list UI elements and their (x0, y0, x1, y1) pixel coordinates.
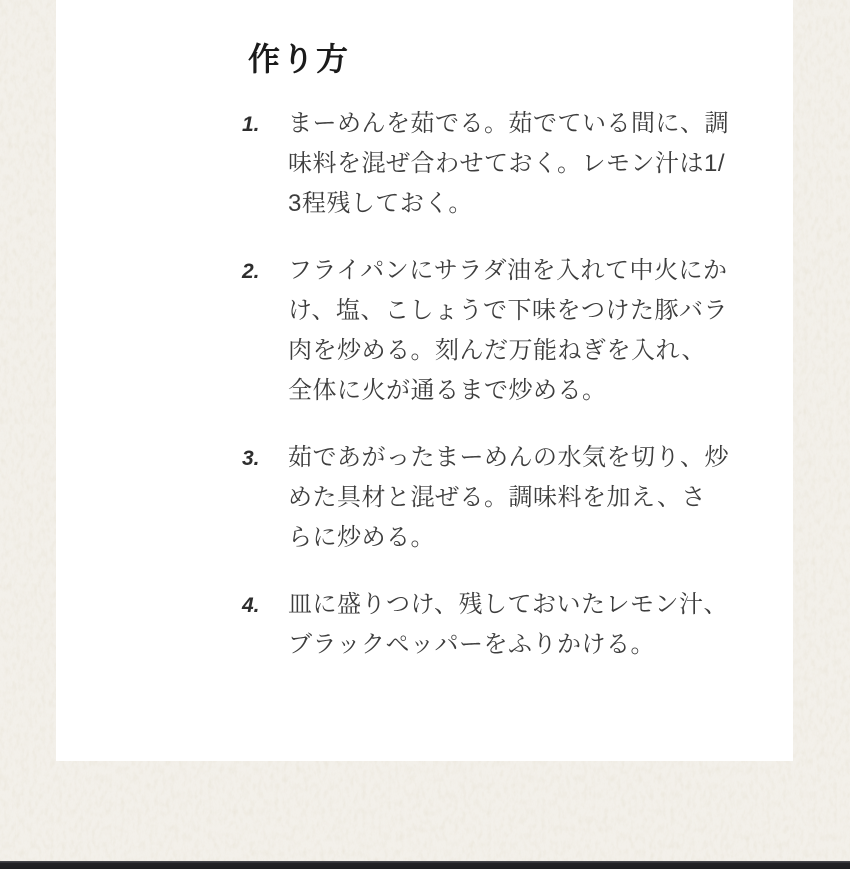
step-text: まーめんを茹でる。茹でている間に、調味料を混ぜ合わせておく。レモン汁は1/ 3程残しておく。 (288, 110, 729, 217)
instruction-step (242, 585, 730, 665)
instruction-step (242, 251, 730, 411)
instruction-step (242, 104, 730, 224)
step-number: 1. (242, 113, 260, 136)
step-number: 2. (242, 260, 260, 283)
step-text: 茹であがったまーめんの水気を切り、炒めた具材と混ぜる。調味料を加え、さらに炒める。 (288, 444, 729, 551)
bottom-bar (0, 861, 850, 869)
step-text: 皿に盛りつけ、残しておいたレモン汁、ブラックペッパーをふりかける。 (288, 591, 729, 658)
step-number: 3. (242, 447, 260, 470)
instruction-step (242, 438, 730, 558)
recipe-card (56, 0, 793, 761)
section-title: 作り方 (248, 41, 351, 77)
step-text: フライパンにサラダ油を入れて中火にかけ、塩、こしょうで下味をつけた豚バラ肉を炒める。刻んだ万能ねぎを入れ、全体に火が通るまで炒める。 (288, 257, 729, 404)
step-number: 4. (242, 594, 260, 617)
instruction-list (242, 104, 730, 665)
